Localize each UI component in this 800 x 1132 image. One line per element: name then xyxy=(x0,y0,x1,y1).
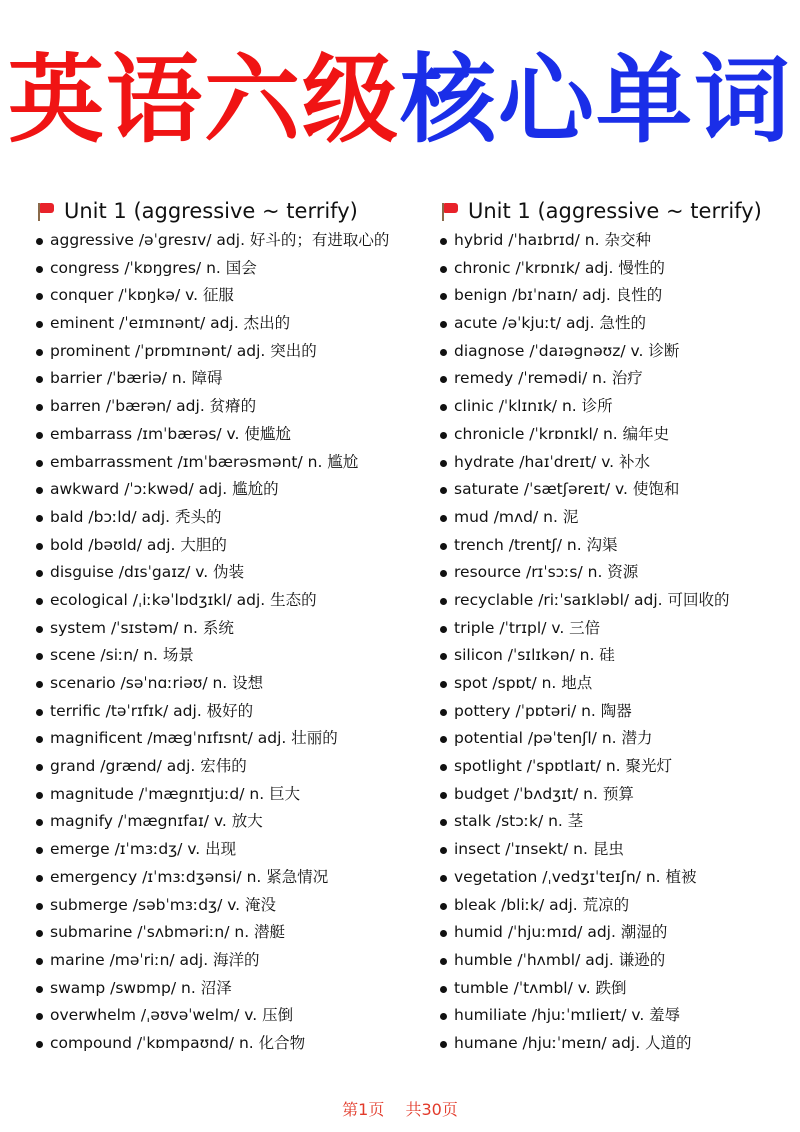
list-item xyxy=(36,836,416,864)
word-entry: awkward /ˈɔːkwəd/ adj. 尴尬的 xyxy=(50,480,279,499)
list-item xyxy=(440,1002,800,1030)
bullet-icon xyxy=(36,709,43,716)
word-entry: scene /siːn/ n. 场景 xyxy=(50,646,194,665)
word-entry: mud /mʌd/ n. 泥 xyxy=(454,507,579,526)
word-entry: overwhelm /ˌəʊvəˈwelm/ v. 压倒 xyxy=(50,1006,294,1025)
list-item xyxy=(440,393,800,421)
word-entry: acute /əˈkjuːt/ adj. 急性的 xyxy=(454,314,646,333)
bullet-icon xyxy=(440,460,447,467)
word-entry: hydrate /haɪˈdreɪt/ v. 补水 xyxy=(454,452,651,471)
list-item xyxy=(440,449,800,477)
bullet-icon xyxy=(36,266,43,273)
bullet-icon xyxy=(440,626,447,633)
bullet-icon xyxy=(36,570,43,577)
list-item xyxy=(36,698,416,726)
bullet-icon xyxy=(36,598,43,605)
word-entry: disguise /dɪsˈgaɪz/ v. 伪装 xyxy=(50,563,245,582)
bullet-icon xyxy=(36,875,43,882)
word-entry: spotlight /ˈspɒtlaɪt/ n. 聚光灯 xyxy=(454,757,673,776)
bullet-icon xyxy=(440,875,447,882)
bullet-icon xyxy=(440,930,447,937)
bullet-icon xyxy=(440,266,447,273)
word-entry: diagnose /ˈdaɪəgnəʊz/ v. 诊断 xyxy=(454,341,680,360)
red-flag-icon xyxy=(440,200,460,222)
bullet-icon xyxy=(36,681,43,688)
list-item xyxy=(440,365,800,393)
list-item xyxy=(36,255,416,283)
list-item xyxy=(36,615,416,643)
bullet-icon xyxy=(440,349,447,356)
word-entry: vegetation /ˌvedʒɪˈteɪʃn/ n. 植被 xyxy=(454,867,697,886)
bullet-icon xyxy=(36,819,43,826)
word-entry: hybrid /ˈhaɪbrɪd/ n. 杂交种 xyxy=(454,231,651,249)
word-entry: eminent /ˈeɪmɪnənt/ adj. 杰出的 xyxy=(50,314,291,333)
list-item xyxy=(440,310,800,338)
page-title xyxy=(0,40,800,160)
list-item xyxy=(36,532,416,560)
bullet-icon xyxy=(440,903,447,910)
word-entry: insect /ˈɪnsekt/ n. 昆虫 xyxy=(454,840,624,859)
left-column xyxy=(36,196,416,1058)
page-footer xyxy=(0,1097,800,1120)
word-entry: terrific /təˈrɪfɪk/ adj. 极好的 xyxy=(50,701,254,720)
list-item xyxy=(440,615,800,643)
word-entry: resource /rɪˈsɔːs/ n. 资源 xyxy=(454,563,639,582)
bullet-icon xyxy=(36,930,43,937)
word-entry: pottery /ˈpɒtəri/ n. 陶器 xyxy=(454,701,632,720)
word-entry: barren /ˈbærən/ adj. 贫瘠的 xyxy=(50,397,257,416)
list-item xyxy=(36,642,416,670)
word-entry: trench /trentʃ/ n. 沟渠 xyxy=(454,535,618,554)
bullet-icon xyxy=(440,709,447,716)
title-part-blue: 核心单词 xyxy=(400,44,792,156)
bullet-icon xyxy=(440,543,447,550)
word-entry: aggressive /əˈgresɪv/ adj. 好斗的；有进取心的 xyxy=(50,231,390,249)
bullet-icon xyxy=(440,653,447,660)
list-item xyxy=(36,504,416,532)
list-item xyxy=(440,338,800,366)
bullet-icon xyxy=(440,1041,447,1048)
bullet-icon xyxy=(36,736,43,743)
bullet-icon xyxy=(440,487,447,494)
word-entry: scenario /səˈnɑːriəʊ/ n. 设想 xyxy=(50,674,264,692)
word-entry: humiliate /hjuːˈmɪlieɪt/ v. 羞辱 xyxy=(454,1006,681,1025)
word-entry: emergency /ɪˈmɜːdʒənsi/ n. 紧急情况 xyxy=(50,867,329,886)
list-item xyxy=(36,310,416,338)
list-item xyxy=(36,449,416,477)
list-item xyxy=(36,559,416,587)
list-item xyxy=(36,227,416,255)
list-item xyxy=(36,808,416,836)
word-entry: congress /ˈkɒŋgres/ n. 国会 xyxy=(50,258,257,277)
bullet-icon xyxy=(440,404,447,411)
unit-heading-text: Unit 1 (aggressive ~ terrify) xyxy=(468,199,762,223)
list-item xyxy=(440,504,800,532)
bullet-icon xyxy=(36,487,43,494)
bullet-icon xyxy=(36,543,43,550)
word-entry: recyclable /riːˈsaɪkləbl/ adj. 可回收的 xyxy=(454,590,730,609)
list-item xyxy=(36,1002,416,1030)
word-entry: magnitude /ˈmægnɪtjuːd/ n. 巨大 xyxy=(50,784,301,803)
word-entry: chronicle /ˈkrɒnɪkl/ n. 编年史 xyxy=(454,424,670,443)
bullet-icon xyxy=(36,653,43,660)
bullet-icon xyxy=(36,376,43,383)
word-entry: triple /ˈtrɪpl/ v. 三倍 xyxy=(454,618,601,637)
list-item xyxy=(440,1030,800,1058)
title-part-red: 英语六级 xyxy=(8,44,400,156)
word-entry: emerge /ɪˈmɜːdʒ/ v. 出现 xyxy=(50,840,237,859)
bullet-icon xyxy=(36,321,43,328)
bullet-icon xyxy=(440,736,447,743)
bullet-icon xyxy=(36,847,43,854)
word-entry: silicon /ˈsɪlɪkən/ n. 硅 xyxy=(454,646,615,665)
list-item xyxy=(440,587,800,615)
page-number: 第1页 xyxy=(342,1100,385,1119)
word-entry: humane /hjuːˈmeɪn/ adj. 人道的 xyxy=(454,1033,692,1052)
bullet-icon xyxy=(36,404,43,411)
list-item xyxy=(440,947,800,975)
list-item xyxy=(36,282,416,310)
right-column xyxy=(440,196,800,1058)
list-item xyxy=(36,919,416,947)
list-item xyxy=(440,892,800,920)
list-item xyxy=(440,532,800,560)
bullet-icon xyxy=(36,764,43,771)
word-list-right xyxy=(440,227,800,1058)
word-entry: remedy /ˈremədi/ n. 治疗 xyxy=(454,369,643,388)
list-item xyxy=(36,365,416,393)
word-entry: humble /ˈhʌmbl/ adj. 谦逊的 xyxy=(454,950,666,969)
bullet-icon xyxy=(440,792,447,799)
bullet-icon xyxy=(36,349,43,356)
bullet-icon xyxy=(440,570,447,577)
word-entry: submerge /səbˈmɜːdʒ/ v. 淹没 xyxy=(50,895,277,914)
word-entry: magnificent /mægˈnɪfɪsnt/ adj. 壮丽的 xyxy=(50,729,338,748)
word-entry: benign /bɪˈnaɪn/ adj. 良性的 xyxy=(454,286,663,305)
word-entry: system /ˈsɪstəm/ n. 系统 xyxy=(50,618,234,637)
word-entry: stalk /stɔːk/ n. 茎 xyxy=(454,812,584,831)
list-item xyxy=(36,393,416,421)
bullet-icon xyxy=(440,681,447,688)
word-entry: grand /grænd/ adj. 宏伟的 xyxy=(50,757,247,776)
bullet-icon xyxy=(36,1013,43,1020)
list-item xyxy=(36,892,416,920)
red-flag-icon xyxy=(36,200,56,222)
list-item xyxy=(440,476,800,504)
word-entry: ecological /ˌiːkəˈlɒdʒɪkl/ adj. 生态的 xyxy=(50,590,317,609)
list-item xyxy=(440,255,800,283)
list-item xyxy=(440,227,800,255)
list-item xyxy=(36,975,416,1003)
unit-heading-left xyxy=(36,196,416,226)
bullet-icon xyxy=(36,986,43,993)
bullet-icon xyxy=(440,958,447,965)
bullet-icon xyxy=(36,460,43,467)
list-item xyxy=(36,670,416,698)
list-item xyxy=(440,919,800,947)
list-item xyxy=(36,421,416,449)
word-entry: spot /spɒt/ n. 地点 xyxy=(454,674,593,692)
bullet-icon xyxy=(36,238,43,245)
bullet-icon xyxy=(440,598,447,605)
page-total: 共30页 xyxy=(405,1100,458,1119)
list-item xyxy=(440,836,800,864)
list-item xyxy=(36,476,416,504)
bullet-icon xyxy=(440,238,447,245)
list-item xyxy=(440,808,800,836)
bullet-icon xyxy=(440,819,447,826)
unit-heading-right xyxy=(440,196,800,226)
word-entry: saturate /ˈsætʃəreɪt/ v. 使饱和 xyxy=(454,480,680,499)
list-item xyxy=(36,781,416,809)
word-entry: bleak /bliːk/ adj. 荒凉的 xyxy=(454,895,630,914)
list-item xyxy=(36,864,416,892)
word-entry: chronic /ˈkrɒnɪk/ adj. 慢性的 xyxy=(454,258,665,277)
word-entry: budget /ˈbʌdʒɪt/ n. 预算 xyxy=(454,784,634,803)
word-entry: embarrass /ɪmˈbærəs/ v. 使尴尬 xyxy=(50,424,291,443)
bullet-icon xyxy=(440,1013,447,1020)
bullet-icon xyxy=(440,986,447,993)
word-entry: humid /ˈhjuːmɪd/ adj. 潮湿的 xyxy=(454,923,668,942)
list-item xyxy=(440,781,800,809)
bullet-icon xyxy=(440,847,447,854)
bullet-icon xyxy=(440,515,447,522)
word-entry: clinic /ˈklɪnɪk/ n. 诊所 xyxy=(454,397,613,416)
bullet-icon xyxy=(36,626,43,633)
word-entry: potential /pəˈtenʃl/ n. 潜力 xyxy=(454,729,653,748)
bullet-icon xyxy=(36,515,43,522)
list-item xyxy=(36,338,416,366)
bullet-icon xyxy=(440,432,447,439)
word-entry: magnify /ˈmægnɪfaɪ/ v. 放大 xyxy=(50,812,263,831)
word-entry: submarine /ˈsʌbməriːn/ n. 潜艇 xyxy=(50,923,286,942)
list-item xyxy=(440,753,800,781)
word-entry: bold /bəʊld/ adj. 大胆的 xyxy=(50,535,227,554)
word-entry: marine /məˈriːn/ adj. 海洋的 xyxy=(50,950,260,969)
list-item xyxy=(440,642,800,670)
bullet-icon xyxy=(440,376,447,383)
list-item xyxy=(36,725,416,753)
bullet-icon xyxy=(36,1041,43,1048)
word-entry: bald /bɔːld/ adj. 秃头的 xyxy=(50,507,222,526)
list-item xyxy=(440,670,800,698)
list-item xyxy=(440,282,800,310)
list-item xyxy=(440,421,800,449)
word-list-left xyxy=(36,227,416,1058)
list-item xyxy=(440,559,800,587)
word-entry: swamp /swɒmp/ n. 沼泽 xyxy=(50,978,232,997)
bullet-icon xyxy=(440,764,447,771)
bullet-icon xyxy=(36,958,43,965)
word-entry: barrier /ˈbæriə/ n. 障碍 xyxy=(50,369,223,388)
list-item xyxy=(440,864,800,892)
word-entry: tumble /ˈtʌmbl/ v. 跌倒 xyxy=(454,978,627,997)
unit-heading-text: Unit 1 (aggressive ~ terrify) xyxy=(64,199,358,223)
bullet-icon xyxy=(36,792,43,799)
list-item xyxy=(36,947,416,975)
list-item xyxy=(36,753,416,781)
word-entry: prominent /ˈprɒmɪnənt/ adj. 突出的 xyxy=(50,341,317,360)
bullet-icon xyxy=(440,321,447,328)
bullet-icon xyxy=(36,432,43,439)
word-entry: compound /ˈkɒmpaʊnd/ n. 化合物 xyxy=(50,1033,306,1052)
bullet-icon xyxy=(36,293,43,300)
word-entry: embarrassment /ɪmˈbærəsmənt/ n. 尴尬 xyxy=(50,452,359,471)
list-item xyxy=(36,587,416,615)
list-item xyxy=(440,698,800,726)
list-item xyxy=(36,1030,416,1058)
bullet-icon xyxy=(440,293,447,300)
word-entry: conquer /ˈkɒŋkə/ v. 征服 xyxy=(50,286,234,305)
list-item xyxy=(440,725,800,753)
bullet-icon xyxy=(36,903,43,910)
list-item xyxy=(440,975,800,1003)
